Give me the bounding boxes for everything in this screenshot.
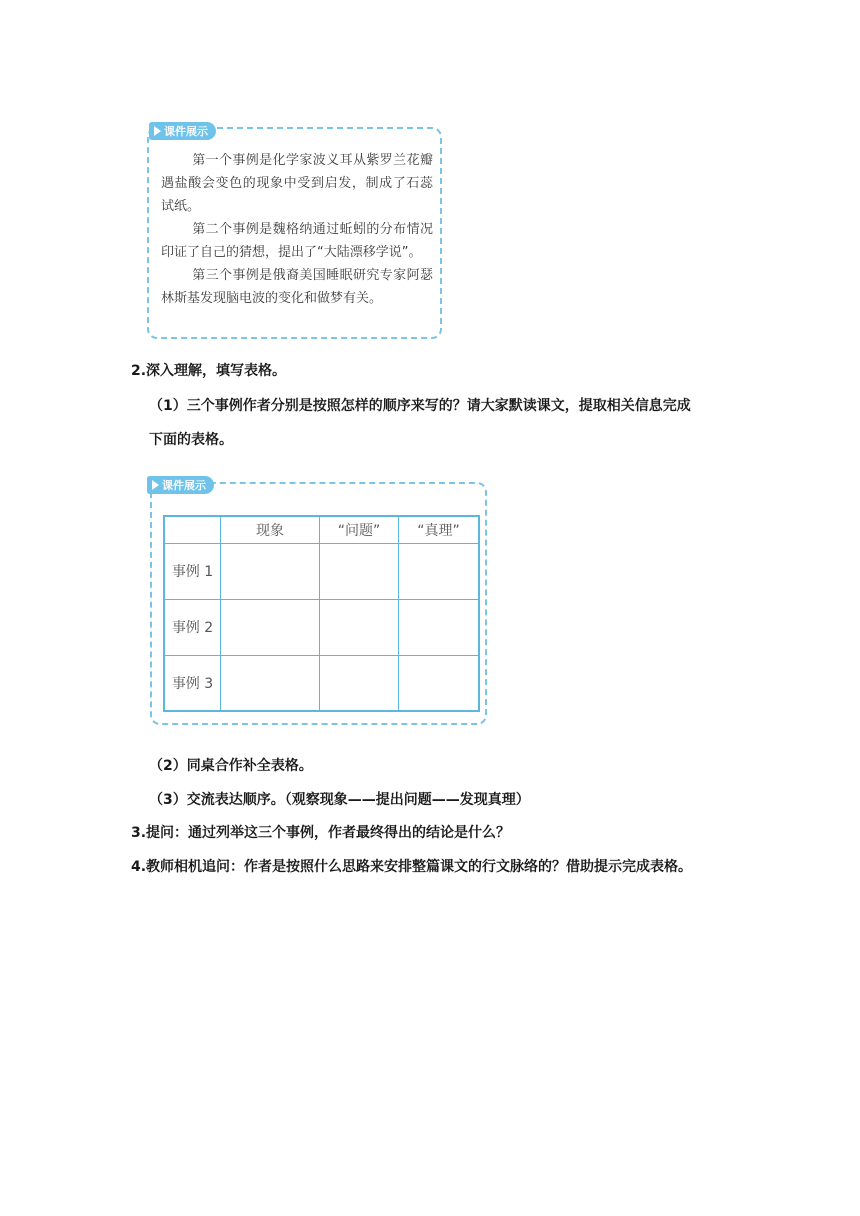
row-label: 事例 3 xyxy=(164,655,221,711)
table-cell[interactable] xyxy=(399,543,480,599)
table-cell[interactable] xyxy=(320,543,399,599)
courseware-tag-label: 课件展示 xyxy=(162,479,206,492)
table-cell[interactable] xyxy=(399,655,480,711)
header-cell-question: “问题” xyxy=(320,516,399,543)
step-3: 3.提问：通过列举这三个事例，作者最终得出的结论是什么？ xyxy=(131,825,511,841)
play-triangle-icon xyxy=(154,126,161,136)
row-label: 事例 2 xyxy=(164,599,221,655)
courseware-card-examples xyxy=(147,127,442,339)
header-cell-phenomenon: 现象 xyxy=(221,516,320,543)
table-cell[interactable] xyxy=(320,599,399,655)
step-2-1-line-2: 下面的表格。 xyxy=(149,432,233,448)
table-cell[interactable] xyxy=(221,543,320,599)
header-cell-truth: “真理” xyxy=(399,516,480,543)
step-2-3: （3）交流表达顺序。（观察现象——提出问题——发现真理） xyxy=(149,792,530,808)
step-2-1-line-1: （1）三个事例作者分别是按照怎样的顺序来写的？请大家默读课文，提取相关信息完成 xyxy=(149,398,691,414)
courseware-card-table xyxy=(150,479,487,725)
step-2-heading: 2.深入理解，填写表格。 xyxy=(131,363,287,379)
table-header-row xyxy=(164,516,479,543)
play-triangle-icon xyxy=(152,480,159,490)
example-paragraph-2: 第二个事例是魏格纳通过蚯蚓的分布情况印证了自己的猜想，提出了“大陆漂移学说”。 xyxy=(161,222,433,260)
table-row xyxy=(164,599,479,655)
courseware-tag-label: 课件展示 xyxy=(164,125,208,138)
example-paragraph-3: 第三个事例是俄裔美国睡眠研究专家阿瑟林斯基发现脑电波的变化和做梦有关。 xyxy=(161,268,433,306)
example-paragraph-1: 第一个事例是化学家波义耳从紫罗兰花瓣遇盐酸会变色的现象中受到启发，制成了石蕊试纸。 xyxy=(161,153,433,214)
step-4: 4.教师相机追问：作者是按照什么思路来安排整篇课文的行文脉络的？借助提示完成表格。 xyxy=(131,859,693,875)
table-cell[interactable] xyxy=(221,655,320,711)
header-cell-empty xyxy=(164,516,221,543)
examples-table xyxy=(163,515,480,712)
step-2-2: （2）同桌合作补全表格。 xyxy=(149,758,313,774)
table-row xyxy=(164,655,479,711)
table-cell[interactable] xyxy=(221,599,320,655)
table-row xyxy=(164,543,479,599)
table-cell[interactable] xyxy=(399,599,480,655)
examples-text xyxy=(161,149,433,310)
row-label: 事例 1 xyxy=(164,543,221,599)
courseware-tag xyxy=(149,122,216,140)
table-cell[interactable] xyxy=(320,655,399,711)
courseware-tag xyxy=(147,476,214,494)
